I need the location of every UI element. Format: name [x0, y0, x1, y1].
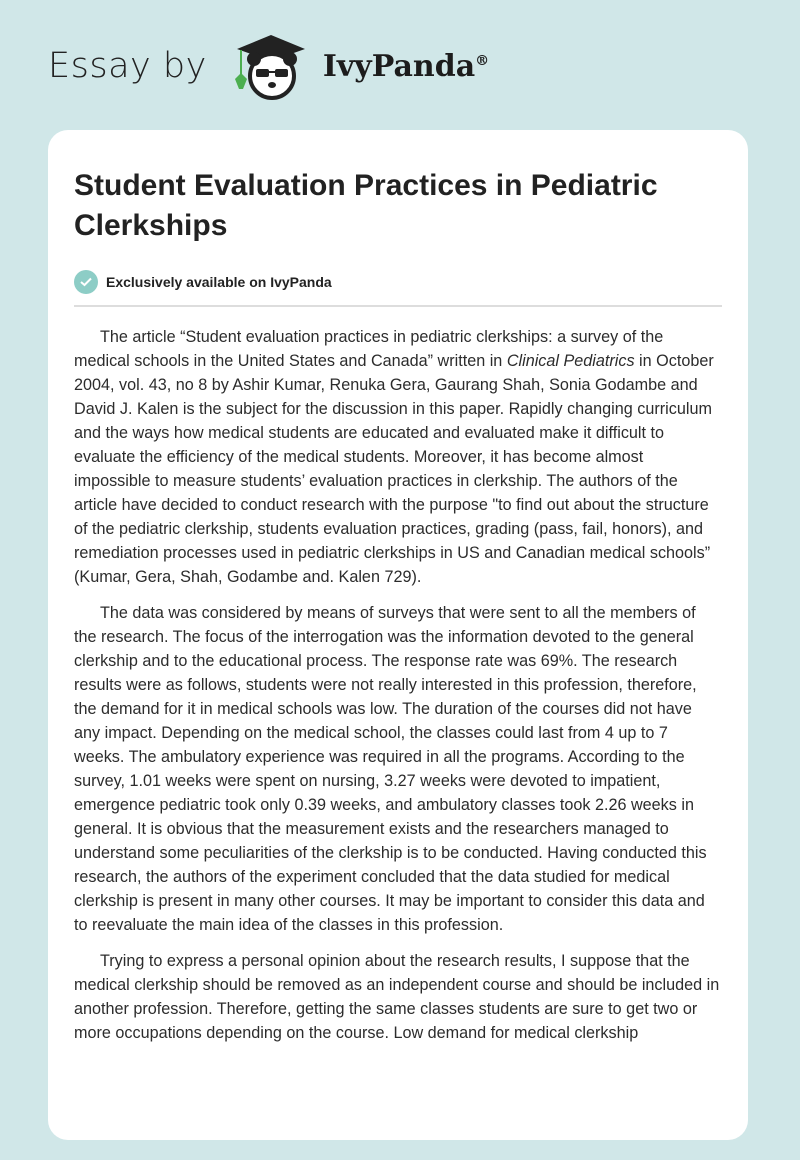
registered-mark: ®: [475, 52, 490, 69]
exclusive-badge: [74, 268, 722, 296]
badge-text: Exclusively available on IvyPanda: [106, 274, 332, 290]
essay-card: [48, 130, 748, 1140]
paragraph-2: The data was considered by means of surveys that were sent to all the members of the research. The focus of the interrogation was the information devoted to the general clerkship and to the educational process. The response rate was 69%. The research results were as follows, students were not really interested in this profession, therefore, the demand for it in medical schools was low. The duration of the courses did not have any impact. Depending on the medical school, the classes could last from 4 up to 7 weeks. The ambulatory experience was required in all the programs. According to the survey, 1.01 weeks were spent on nursing, 3.27 weeks were devoted to impatient, emergence pediatric took only 0.39 weeks, and ambulatory classes took 2.26 weeks in general. It is obvious that the measurement exists and the researchers managed to understand some peculiarities of the clerkship is to be conducted. Having conducted this research, the authors of the experiment concluded that the data studied for medical clerkship is present in many other courses. It may be important to consider this data and to reevaluate the main idea of the classes in this profession.: [74, 604, 707, 934]
journal-name: Clinical Pediatrics: [506, 352, 635, 370]
brand-name[interactable]: [323, 49, 489, 84]
check-icon: [74, 270, 98, 294]
essay-by-label: Essay by: [48, 46, 207, 86]
essay-title: Student Evaluation Practices in Pediatric Clerkships: [74, 169, 658, 242]
paragraph-3: Trying to express a personal opinion about the research results, I suppose that the medical clerkship should be removed as an independent course and should be included in another profession. Therefore, getting the same classes students are sure to get two or more occupations depending on the course. Low demand for medical clerkship: [74, 952, 720, 1042]
site-header: [48, 36, 489, 96]
p1-text-a: The article “Student evaluation practices in pediatric clerkships: a survey of the medical schools in the United States and Canada” written in: [74, 328, 664, 370]
p1-text-b: in October 2004, vol. 43, no 8 by Ashir Kumar, Renuka Gera, Gaurang Shah, Sonia Godambe and David J. Kalen is the subject for the discussion in this paper. Rapidly changing curriculum and the ways how medical students are educated and evaluated make it difficult to evaluate the efficiency of the medical students. Moreover, it has become almost impossible to measure students’ evaluation practices in clerkship. The authors of the article have decided to conduct research with the purpose "to find out about the structure of the pediatric clerkship, students evaluation practices, grading (pass, fail, honors), and remediation processes used in pediatric clerkships in US and Canadian medical schools” (Kumar, Gera, Shah, Godambe and. Kalen 729).: [74, 352, 714, 586]
panda-logo-icon[interactable]: [227, 31, 313, 101]
brand-text: IvyPanda: [322, 48, 476, 84]
paragraph-1: [74, 325, 722, 589]
divider: [74, 305, 722, 307]
